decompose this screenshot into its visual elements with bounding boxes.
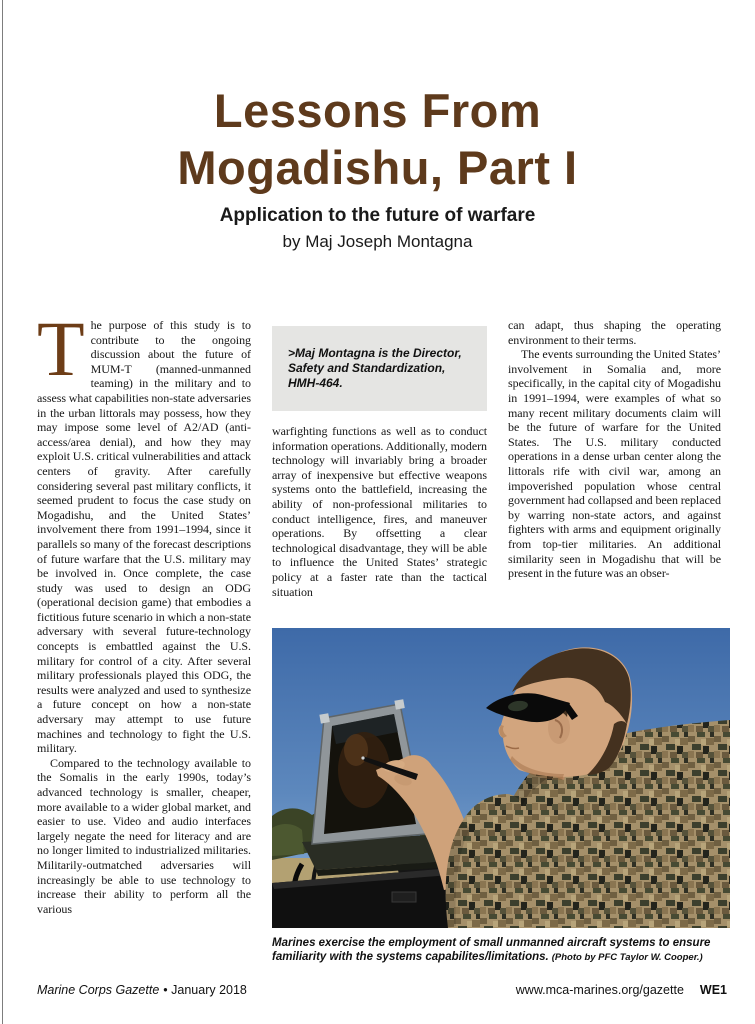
page-number: WE1 bbox=[699, 983, 727, 997]
article-title-line1: Lessons From bbox=[213, 84, 542, 137]
article-title bbox=[0, 82, 755, 196]
right-column bbox=[508, 318, 721, 625]
photo-illustration bbox=[272, 628, 730, 928]
article-photo bbox=[272, 628, 730, 928]
banner-label: Web Edition (Irregular Warfare) bbox=[475, 37, 715, 55]
paragraph-2: Compared to the technology available to the Somalis in the early 1990s, today’s advanced technology is smaller, cheaper, more available to a wider global market, and easier to use. Video and audio interfaces largely negate the need for literacy and are no longer limited to industrialized militaries. Militarily-outmatched adversaries will increasingly be able to use technology to increase their ability to perform all the various bbox=[37, 755, 251, 916]
paragraph-4: can adapt, thus shaping the operating environment to their terms. bbox=[508, 318, 721, 347]
paragraph-1 bbox=[37, 318, 251, 756]
left-column bbox=[37, 318, 251, 970]
author-note-box bbox=[272, 326, 487, 411]
article-title-line2: Mogadishu, Part I bbox=[177, 141, 578, 194]
article-subtitle: Application to the future of warfare bbox=[219, 205, 536, 226]
footer-right bbox=[516, 983, 727, 997]
footer-left bbox=[37, 983, 247, 997]
author-note-text: >Maj Montagna is the Director, Safety and Standardization, HMH-464. bbox=[288, 346, 462, 390]
paragraph-1-text: he purpose of this study is to contribute to the ongoing discussion about the future of MUM-T (manned-unmanned teaming) in the military and to assess what capabilities non-state adversaries in the urban littorals may possess, how they may impose some level of A2/AD (anti-access/area denial), and how they may exploit U.S. critical vulnerabilities and attack centers of gravity. After carefully considering several past military conflicts, it seemed prudent to focus the case study on Mogadishu, and the United States’ involvement there from 1991–1994, since it parallels so many of the forecast descriptions of future warfare that the U.S. military may be involved in. Once complete, the case study was used to design an ODG (operational decision game) that embodies a fictitious future scenario in which a non-state adversary with several future-technology concepts is embattled against the U.S. military for control of a city. After several military professionals played this ODG, the results were analyzed and used to synthesize a future concept on how a non-state adversary may attempt to use future machines and technology to fight the U.S. military. bbox=[37, 318, 251, 756]
middle-column bbox=[272, 318, 487, 628]
article-byline: by Maj Joseph Montagna bbox=[282, 232, 473, 251]
web-edition-banner bbox=[249, 33, 727, 60]
paragraph-3-wrap bbox=[272, 424, 487, 628]
dropcap-letter: T bbox=[37, 318, 85, 392]
paragraph-5: The events surrounding the United States’ involvement in Somalia and, more specifically, in the capital city of Mogadishu in 1991–1994, were examples of what so many recent military documents claim will be the future of warfare for the United States. The U.S. military conducted operations in a dense urban center along the littorals rife with civil war, among an impoverished population whose central government had collapsed and been replaced by warring non-state actors, and against fighters with arms and equipment originally from top-tier militaries. An additional similarity seen in Mogadishu that will be present in the future was an obser- bbox=[508, 347, 721, 581]
issue-date: • January 2018 bbox=[163, 983, 247, 997]
paragraph-3: warfighting functions as well as to conduct information operations. Additionally, modern technology will invariably bring a broader array of inexpensive but effective weapons systems onto the battlefield, increasing the ability of non-professional militaries to conduct intelligence, fires, and maneuver operations. By offsetting a clear technological disadvantage, they will be able to influence the United States’ strategic policy at a faster rate than the tactical situation bbox=[272, 424, 487, 599]
photo-credit: (Photo by PFC Taylor W. Cooper.) bbox=[551, 952, 703, 963]
photo-caption bbox=[272, 936, 732, 965]
photo-caption-text: Marines exercise the employment of small unmanned aircraft systems to ensure familiarity with the systems capabilites/limitations. bbox=[272, 937, 711, 963]
gazette-url: www.mca-marines.org/gazette bbox=[515, 983, 684, 997]
masthead bbox=[0, 82, 755, 252]
journal-name: Marine Corps Gazette bbox=[37, 983, 160, 997]
